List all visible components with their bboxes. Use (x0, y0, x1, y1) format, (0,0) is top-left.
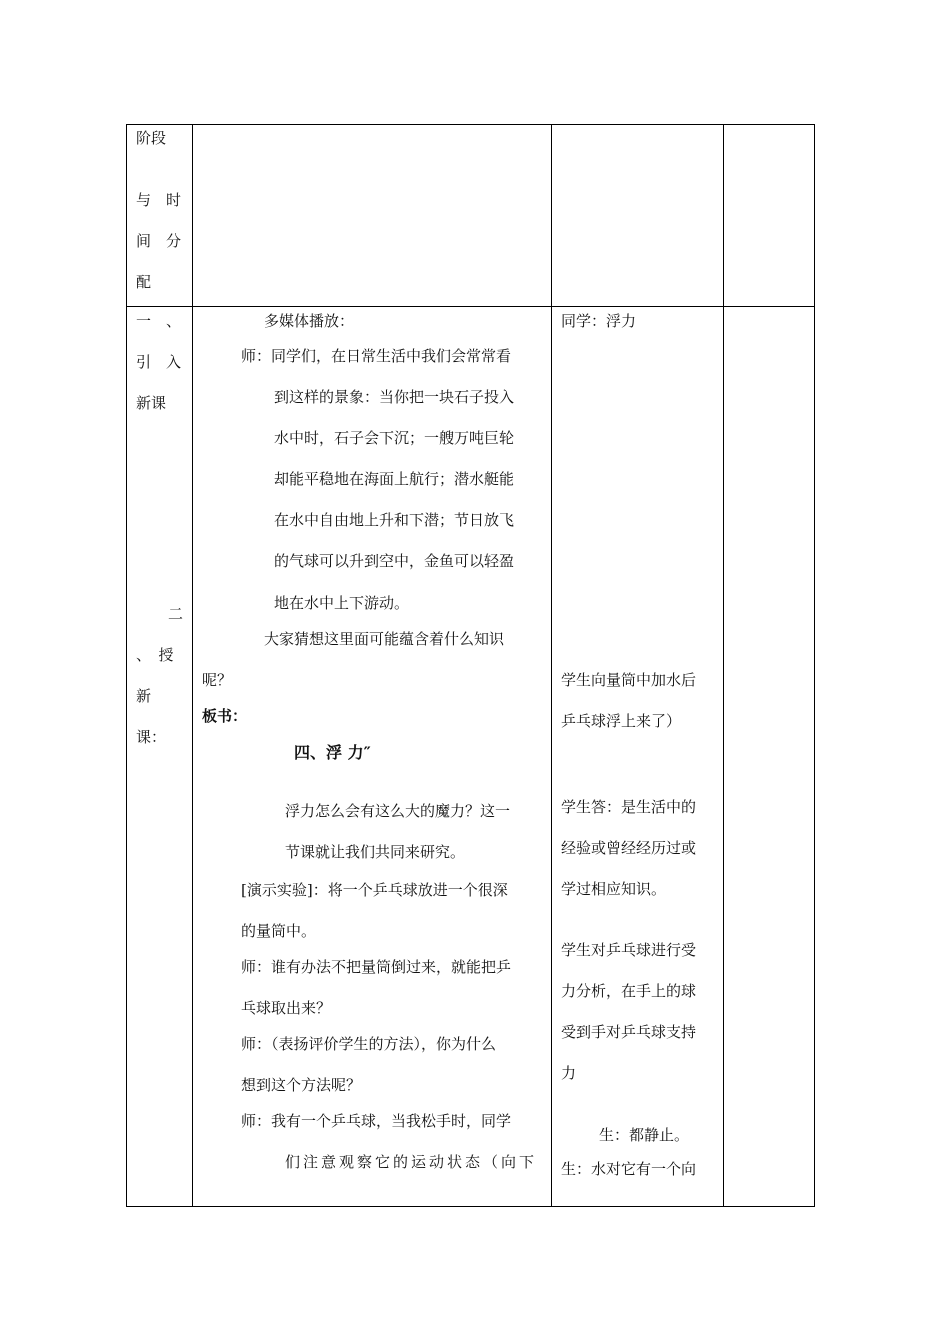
section-new-lesson-label: 课： (136, 728, 167, 746)
teacher-text-line: 在水中自由地上升和下潜；节日放飞 (274, 511, 515, 529)
header-stage-line: 阶段 (136, 129, 167, 147)
teacher-text-line: 水中时，石子会下沉；一艘万吨巨轮 (274, 429, 515, 447)
section-intro-label: 新课 (136, 394, 167, 412)
student-text-line: 学过相应知识。 (561, 880, 667, 898)
column-divider-3 (723, 124, 724, 1207)
section-new-lesson-label: 新 (136, 687, 152, 705)
teacher-text-line: 们注意观察它的运动状态（向下 (285, 1153, 538, 1171)
teacher-text-line: 师：（表扬评价学生的方法），你为什么 (241, 1035, 497, 1053)
teacher-text-line: 多媒体播放： (264, 312, 355, 330)
student-text-line: 学生向量筒中加水后 (561, 671, 697, 689)
teacher-text-line: 师：我有一个乒乓球，当我松手时，同学 (241, 1112, 512, 1130)
section-new-lesson-label: 二 (168, 605, 184, 623)
student-text-line: 力 (561, 1064, 577, 1082)
teacher-text-line: 乓球取出来？ (241, 999, 332, 1017)
column-divider-2 (551, 124, 552, 1207)
student-text-line: 力分析，在手上的球 (561, 982, 697, 1000)
teacher-text-line: 地在水中上下游动。 (274, 594, 410, 612)
teacher-text-line: 想到这个方法呢？ (241, 1076, 362, 1094)
student-text-line: 经验或曾经经历过或 (561, 839, 697, 857)
student-text-line: 学生答：是生活中的 (561, 798, 697, 816)
teacher-text-line: 师：谁有办法不把量筒倒过来，就能把乒 (241, 958, 512, 976)
teacher-text-line: [演示实验]：将一个乒乓球放进一个很深 (241, 881, 508, 899)
teacher-text-line: 节课就让我们共同来研究。 (285, 843, 466, 861)
teacher-text-line: 大家猜想这里面可能蕴含着什么知识 (264, 630, 505, 648)
header-row-divider (126, 306, 815, 307)
student-text-line: 生：水对它有一个向 (561, 1160, 697, 1178)
student-text-line: 同学：浮力 (561, 312, 637, 330)
teacher-text-line: 师：同学们，在日常生活中我们会常常看 (241, 347, 512, 365)
board-heading: 四、浮 力″ (294, 743, 371, 762)
section-intro-label: 一 、 (136, 312, 182, 330)
header-stage-line: 间 分 (136, 232, 182, 250)
teacher-text-line: 的气球可以升到空中，金鱼可以轻盈 (274, 552, 515, 570)
section-new-lesson-label: 、 授 (136, 646, 174, 664)
header-stage-line: 配 (136, 273, 152, 291)
student-text-line: 乒乓球浮上来了） (561, 712, 682, 730)
teacher-text-line: 呢？ (202, 671, 233, 689)
section-intro-label: 引 入 (136, 353, 182, 371)
student-text-line: 生：都静止。 (599, 1126, 690, 1144)
teacher-text-line: 到这样的景象：当你把一块石子投入 (274, 388, 515, 406)
header-stage-line: 与 时 (136, 191, 182, 209)
student-text-line: 学生对乒乓球进行受 (561, 941, 697, 959)
column-divider-1 (192, 124, 193, 1207)
teacher-text-line: 却能平稳地在海面上航行；潜水艇能 (274, 470, 515, 488)
teacher-text-line: 的量筒中。 (241, 922, 317, 940)
board-label: 板书： (202, 707, 248, 725)
student-text-line: 受到手对乒乓球支持 (561, 1023, 697, 1041)
teacher-text-line: 浮力怎么会有这么大的魔力？这一 (285, 802, 511, 820)
